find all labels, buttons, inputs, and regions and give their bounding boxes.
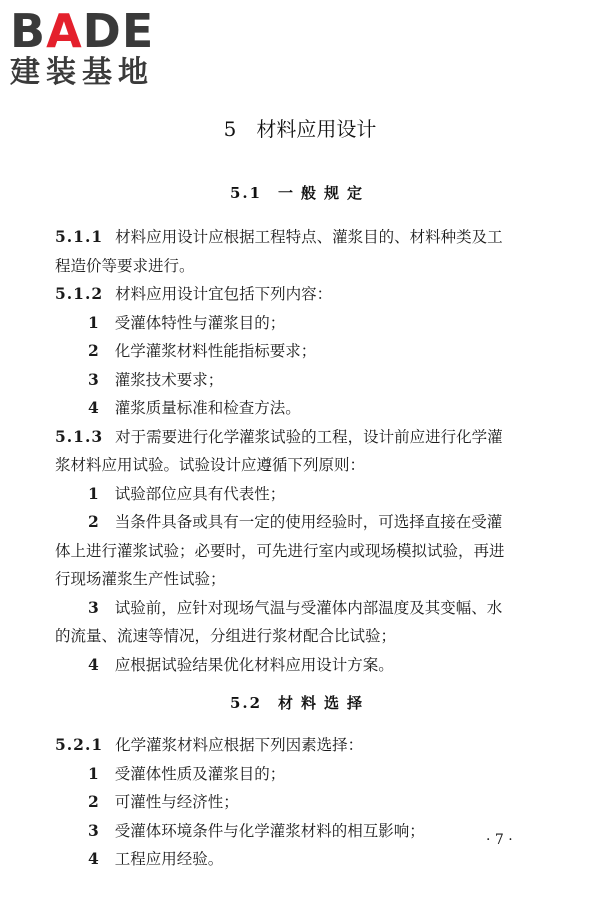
item-number: 2 xyxy=(88,792,99,811)
page-number: · 7 · xyxy=(486,832,513,848)
line-text: 化学灌浆材料应根据下列因素选择： xyxy=(115,736,364,754)
line-text: 工程应用经验。 xyxy=(114,850,224,868)
list-item xyxy=(88,596,502,618)
paragraph-line xyxy=(55,624,396,646)
list-item xyxy=(88,311,285,333)
list-item xyxy=(88,368,223,390)
list-item xyxy=(88,339,316,361)
line-text: 材料应用设计宜包括下列内容： xyxy=(115,285,333,303)
list-item xyxy=(88,396,301,418)
list-item xyxy=(88,510,502,532)
line-text: 受灌体特性与灌浆目的； xyxy=(114,314,286,332)
item-number: 1 xyxy=(88,764,99,783)
line-text: 材料应用设计应根据工程特点、灌浆目的、材料种类及工 xyxy=(115,228,503,246)
item-number: 4 xyxy=(88,849,99,868)
line-text: 可灌性与经济性； xyxy=(114,793,239,811)
section-title: 一般规定 xyxy=(278,184,371,202)
line-text: 试验前，应针对现场气温与受灌体内部温度及其变幅、水 xyxy=(114,599,503,617)
chapter-number: 5 xyxy=(223,117,237,141)
clause-number: 5.1.1 xyxy=(55,227,104,246)
paragraph-line xyxy=(55,254,195,276)
line-text: 应根据试验结果优化材料应用设计方案。 xyxy=(114,656,394,674)
clause-number: 5.1.2 xyxy=(55,284,104,303)
item-number: 3 xyxy=(88,370,99,389)
line-text: 对于需要进行化学灌浆试验的工程，设计前应进行化学灌 xyxy=(115,428,503,446)
line-text: 体上进行灌浆试验；必要时，可先进行室内或现场模拟试验，再进 xyxy=(55,542,505,560)
list-item xyxy=(88,847,223,869)
bade-logo xyxy=(10,4,180,92)
item-number: 4 xyxy=(88,398,99,417)
item-number: 2 xyxy=(88,512,99,531)
line-text: 试验部位应具有代表性； xyxy=(114,485,286,503)
line-text: 浆材料应用试验。试验设计应遵循下列原则： xyxy=(55,456,366,474)
logo-chinese-name: 建装基地 xyxy=(10,55,154,90)
clause-number: 5.2.1 xyxy=(55,735,104,754)
clause-number: 5.1.3 xyxy=(55,427,104,446)
chapter-title xyxy=(0,113,600,142)
section-heading xyxy=(0,182,600,203)
section-title: 材料选择 xyxy=(278,694,371,712)
line-text: 化学灌浆材料性能指标要求； xyxy=(114,342,317,360)
line-text: 受灌体环境条件与化学灌浆材料的相互影响； xyxy=(114,822,425,840)
list-item xyxy=(88,762,285,784)
paragraph-line xyxy=(55,539,505,561)
line-text: 当条件具备或具有一定的使用经验时，可选择直接在受灌 xyxy=(114,513,503,531)
logo-wordmark: BADE xyxy=(10,4,155,58)
clause-paragraph-line xyxy=(55,733,363,755)
section-heading xyxy=(0,692,600,713)
list-item xyxy=(88,790,239,812)
item-number: 4 xyxy=(88,655,99,674)
paragraph-line xyxy=(55,567,226,589)
item-number: 1 xyxy=(88,313,99,332)
line-text: 受灌体性质及灌浆目的； xyxy=(114,765,286,783)
item-number: 3 xyxy=(88,598,99,617)
list-item xyxy=(88,482,285,504)
clause-paragraph-line xyxy=(55,425,503,447)
list-item xyxy=(88,653,394,675)
chapter-title-text: 材料应用设计 xyxy=(256,117,377,141)
paragraph-line xyxy=(55,453,365,475)
clause-paragraph-line xyxy=(55,225,503,247)
clause-paragraph-line xyxy=(55,282,332,304)
line-text: 行现场灌浆生产性试验； xyxy=(55,570,226,588)
section-number: 5.1 xyxy=(229,184,263,202)
item-number: 3 xyxy=(88,821,99,840)
line-text: 程造价等要求进行。 xyxy=(55,257,195,275)
list-item xyxy=(88,819,425,841)
line-text: 的流量、流速等情况，分组进行浆材配合比试验； xyxy=(55,627,397,645)
item-number: 1 xyxy=(88,484,99,503)
section-number: 5.2 xyxy=(229,694,263,712)
line-text: 灌浆质量标准和检查方法。 xyxy=(114,399,301,417)
line-text: 灌浆技术要求； xyxy=(114,371,224,389)
item-number: 2 xyxy=(88,341,99,360)
